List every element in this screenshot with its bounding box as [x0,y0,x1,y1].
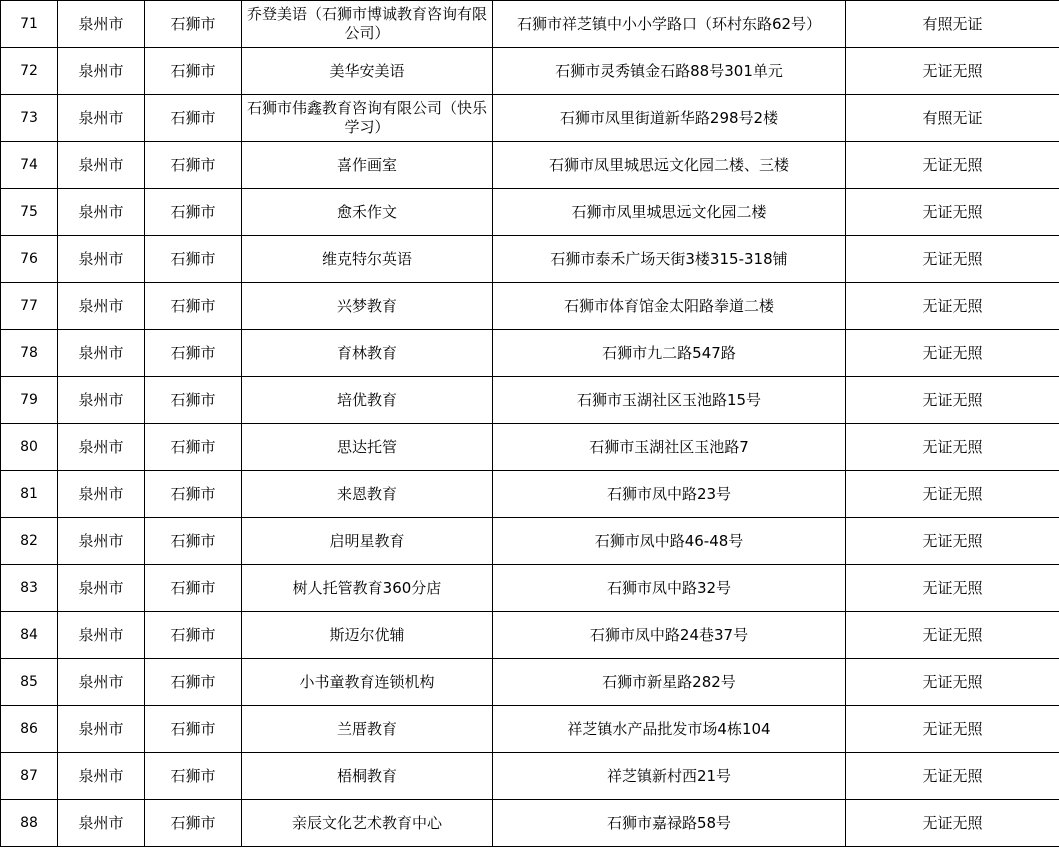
city-cell: 泉州市 [58,518,145,565]
table-row [1,48,1059,95]
table-row [1,424,1059,471]
row-number-cell: 77 [1,283,58,330]
table-row [1,1,1059,48]
institution-name-cell: 维克特尔英语 [242,236,493,283]
address-cell: 石狮市祥芝镇中小小学路口（环村东路62号） [493,1,846,48]
institution-name-cell: 喜作画室 [242,142,493,189]
district-cell: 石狮市 [145,518,242,565]
district-cell: 石狮市 [145,612,242,659]
institution-name-cell: 培优教育 [242,377,493,424]
license-status-cell: 有照无证 [846,1,1059,48]
address-cell: 石狮市嘉禄路58号 [493,800,846,847]
address-cell: 石狮市九二路547路 [493,330,846,377]
district-cell: 石狮市 [145,283,242,330]
row-number-cell: 80 [1,424,58,471]
table-row [1,330,1059,377]
table-row [1,377,1059,424]
address-cell: 石狮市泰禾广场天街3楼315-318铺 [493,236,846,283]
institution-name-cell: 乔登美语（石狮市博诚教育咨询有限公司） [242,1,493,48]
license-status-cell: 无证无照 [846,48,1059,95]
city-cell: 泉州市 [58,236,145,283]
row-number-cell: 72 [1,48,58,95]
city-cell: 泉州市 [58,377,145,424]
table-row [1,283,1059,330]
row-number-cell: 78 [1,330,58,377]
district-cell: 石狮市 [145,377,242,424]
license-status-cell: 无证无照 [846,236,1059,283]
institution-name-cell: 来恩教育 [242,471,493,518]
city-cell: 泉州市 [58,753,145,800]
institution-name-cell: 树人托管教育360分店 [242,565,493,612]
district-cell: 石狮市 [145,95,242,142]
license-status-cell: 无证无照 [846,142,1059,189]
city-cell: 泉州市 [58,1,145,48]
license-status-cell: 无证无照 [846,283,1059,330]
institution-name-cell: 兴梦教育 [242,283,493,330]
license-status-cell: 无证无照 [846,377,1059,424]
district-cell: 石狮市 [145,800,242,847]
district-cell: 石狮市 [145,142,242,189]
institution-name-cell: 思达托管 [242,424,493,471]
row-number-cell: 84 [1,612,58,659]
table-row [1,95,1059,142]
district-cell: 石狮市 [145,706,242,753]
row-number-cell: 82 [1,518,58,565]
institution-name-cell: 小书童教育连锁机构 [242,659,493,706]
city-cell: 泉州市 [58,800,145,847]
district-cell: 石狮市 [145,424,242,471]
city-cell: 泉州市 [58,283,145,330]
table-row [1,565,1059,612]
address-cell: 石狮市凤里城思远文化园二楼、三楼 [493,142,846,189]
city-cell: 泉州市 [58,659,145,706]
license-status-cell: 无证无照 [846,518,1059,565]
table-row [1,518,1059,565]
table-row [1,236,1059,283]
district-cell: 石狮市 [145,659,242,706]
district-cell: 石狮市 [145,236,242,283]
table-row [1,471,1059,518]
district-cell: 石狮市 [145,189,242,236]
address-cell: 石狮市体育馆金太阳路拳道二楼 [493,283,846,330]
license-status-cell: 有照无证 [846,95,1059,142]
institution-name-cell: 兰厝教育 [242,706,493,753]
address-cell: 祥芝镇水产品批发市场4栋104 [493,706,846,753]
address-cell: 石狮市凤中路32号 [493,565,846,612]
row-number-cell: 83 [1,565,58,612]
license-status-cell: 无证无照 [846,424,1059,471]
address-cell: 石狮市玉湖社区玉池路7 [493,424,846,471]
institution-name-cell: 育林教育 [242,330,493,377]
address-cell: 石狮市灵秀镇金石路88号301单元 [493,48,846,95]
license-status-cell: 无证无照 [846,659,1059,706]
address-cell: 石狮市玉湖社区玉池路15号 [493,377,846,424]
license-status-cell: 无证无照 [846,330,1059,377]
institution-name-cell: 启明星教育 [242,518,493,565]
address-cell: 石狮市凤中路46-48号 [493,518,846,565]
city-cell: 泉州市 [58,95,145,142]
row-number-cell: 88 [1,800,58,847]
city-cell: 泉州市 [58,471,145,518]
license-status-cell: 无证无照 [846,753,1059,800]
license-status-cell: 无证无照 [846,706,1059,753]
institution-name-cell: 愈禾作文 [242,189,493,236]
license-status-cell: 无证无照 [846,612,1059,659]
table-row [1,142,1059,189]
institution-name-cell: 亲辰文化艺术教育中心 [242,800,493,847]
district-cell: 石狮市 [145,1,242,48]
row-number-cell: 75 [1,189,58,236]
address-cell: 石狮市凤中路23号 [493,471,846,518]
row-number-cell: 85 [1,659,58,706]
institution-name-cell: 美华安美语 [242,48,493,95]
district-cell: 石狮市 [145,565,242,612]
district-cell: 石狮市 [145,330,242,377]
district-cell: 石狮市 [145,753,242,800]
table-body [1,1,1059,847]
address-cell: 石狮市凤里城思远文化园二楼 [493,189,846,236]
row-number-cell: 87 [1,753,58,800]
table-row [1,189,1059,236]
address-cell: 石狮市凤里街道新华路298号2楼 [493,95,846,142]
license-status-cell: 无证无照 [846,189,1059,236]
city-cell: 泉州市 [58,706,145,753]
address-cell: 石狮市凤中路24巷37号 [493,612,846,659]
address-cell: 祥芝镇新村西21号 [493,753,846,800]
city-cell: 泉州市 [58,565,145,612]
row-number-cell: 81 [1,471,58,518]
row-number-cell: 73 [1,95,58,142]
institution-name-cell: 梧桐教育 [242,753,493,800]
institution-name-cell: 石狮市伟鑫教育咨询有限公司（快乐学习） [242,95,493,142]
row-number-cell: 79 [1,377,58,424]
district-cell: 石狮市 [145,48,242,95]
license-status-cell: 无证无照 [846,565,1059,612]
district-cell: 石狮市 [145,471,242,518]
institution-name-cell: 斯迈尔优辅 [242,612,493,659]
city-cell: 泉州市 [58,612,145,659]
license-status-cell: 无证无照 [846,471,1059,518]
table-row [1,753,1059,800]
table-row [1,659,1059,706]
address-cell: 石狮市新星路282号 [493,659,846,706]
table-row [1,706,1059,753]
table-row [1,800,1059,847]
row-number-cell: 71 [1,1,58,48]
city-cell: 泉州市 [58,330,145,377]
row-number-cell: 76 [1,236,58,283]
city-cell: 泉州市 [58,189,145,236]
city-cell: 泉州市 [58,424,145,471]
table-row [1,612,1059,659]
license-status-cell: 无证无照 [846,800,1059,847]
city-cell: 泉州市 [58,48,145,95]
row-number-cell: 74 [1,142,58,189]
city-cell: 泉州市 [58,142,145,189]
row-number-cell: 86 [1,706,58,753]
